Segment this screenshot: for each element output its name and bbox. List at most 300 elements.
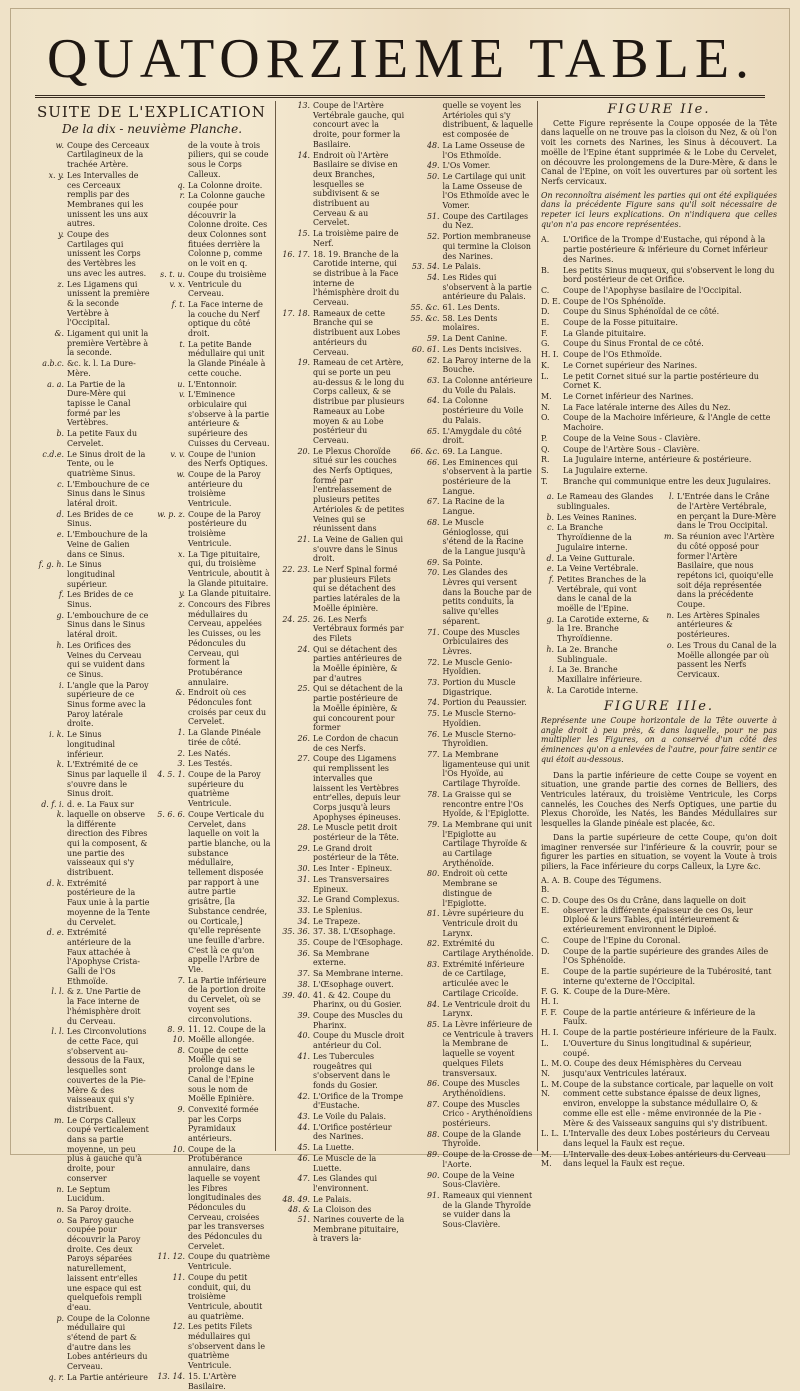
entry-key: E. xyxy=(541,966,550,976)
entry-text: L'Os Vomer. xyxy=(442,161,491,171)
entry-text: La Jugulaire externe. xyxy=(563,465,648,475)
figure-2-sub-entries xyxy=(541,492,777,696)
entry-key: w. xyxy=(176,469,185,479)
entry-key: 83. xyxy=(426,959,440,969)
legend-entry xyxy=(154,688,271,727)
legend-entry xyxy=(33,1373,150,1383)
entry-text: Sa Membrane interne. xyxy=(313,969,404,979)
entry-key: l. xyxy=(668,492,674,502)
legend-entry xyxy=(541,466,777,476)
entry-key: y. xyxy=(58,230,64,240)
entry-key: 12. xyxy=(172,1322,185,1332)
entry-key: q. xyxy=(177,180,185,190)
entry-text: La Glande Pinéale tirée de côté. xyxy=(188,728,261,747)
entry-text: La Colonne antérieure du Voile du Palais. xyxy=(442,375,533,395)
legend-entry xyxy=(279,991,405,1010)
entry-key: 19. xyxy=(297,358,310,368)
entry-key: F. F. xyxy=(541,1007,558,1017)
entry-text: Coupe de l'Os Sphénoïde. xyxy=(563,296,666,306)
entry-text: Coupe des Muscles Arythénoïdiens. xyxy=(442,1079,520,1098)
legend-entry xyxy=(541,645,657,664)
entry-key: 40. xyxy=(297,1031,310,1041)
entry-key: 88. xyxy=(426,1129,440,1139)
legend-entry xyxy=(541,361,777,371)
entry-key: 81. xyxy=(426,909,440,919)
entry-text: Coupe de l'union des Nerfs Optiques. xyxy=(188,449,268,469)
entry-text: La 2e. Branche Sublinguale. xyxy=(557,644,618,664)
legend-entry xyxy=(409,262,535,272)
legend-entry xyxy=(541,686,657,696)
entry-key: 60. 61. xyxy=(411,344,440,354)
entry-text: Sa Pointe. xyxy=(442,557,483,567)
entry-key: 32. xyxy=(297,895,310,905)
legend-entry xyxy=(409,939,535,958)
entry-key: 15. xyxy=(297,229,310,239)
entry-text: La Veine Vertébrale. xyxy=(557,564,639,574)
legend-entry xyxy=(279,535,405,564)
entry-text: La Racine de la Langue. xyxy=(442,497,505,517)
entry-key: D. xyxy=(541,946,550,956)
legend-entry xyxy=(154,550,271,589)
legend-entry xyxy=(279,864,405,874)
legend-entry xyxy=(279,980,405,990)
entry-text: Le Muscle Sterno-Hyoïdien. xyxy=(442,709,516,728)
entry-key: &. xyxy=(175,688,185,698)
entry-key: c. xyxy=(547,523,554,533)
legend-entry xyxy=(409,1191,535,1230)
entry-key: 77. xyxy=(426,750,440,759)
entry-text: Les petits Sinus muqueux, qui s'observent le long du bord postérieur de cet Orifice. xyxy=(563,265,775,285)
entry-key: w. xyxy=(55,140,64,150)
entry-key: k. xyxy=(56,760,64,770)
entry-key: A. A. B. xyxy=(541,875,560,895)
entry-key: 53. 54. xyxy=(411,262,440,272)
legend-entry xyxy=(33,641,150,680)
entry-text: Coupe de la substance corticale, par laquelle on voit comment cette substance épaisse de deux lignes, environ, enveloppe la substance médullaire O, & comme elle est elle - même environnée de la Pie - Mère & des Vaisseaux sanguins qui s'y distribuent. xyxy=(563,1079,774,1128)
entry-text: Le Nerf Spinal formé par plusieurs Filets qui se détachent des parties latérales de la Moëlle épinière. xyxy=(313,565,401,613)
entry-text: Coupe de la Veine Sous-Clavière. xyxy=(442,1170,515,1190)
entry-key: L. M. N. xyxy=(541,1059,562,1078)
entry-text: Coupe des Muscles du Pharinx. xyxy=(313,1010,403,1030)
entry-text: 58. Les Dents molaires. xyxy=(442,313,498,333)
legend-entry xyxy=(33,171,150,229)
entry-key: h. xyxy=(56,640,64,650)
entry-text: Le Rameau des Glandes sublinguales. xyxy=(557,492,654,512)
entry-text: La Face latérale interne des Ailes du Nez. xyxy=(563,402,731,412)
legend-entry xyxy=(409,314,535,333)
entry-text: 61. Les Dents. xyxy=(442,303,500,313)
legend-entry xyxy=(279,969,405,979)
legend-entry xyxy=(279,927,405,937)
legend-entry xyxy=(541,947,777,966)
entry-key: 21. xyxy=(297,534,310,544)
legend-entry xyxy=(154,976,271,1025)
legend-entry xyxy=(541,372,777,391)
entry-key: 72. xyxy=(426,657,440,667)
entry-key: H. I. xyxy=(541,350,559,360)
plate-page xyxy=(10,8,790,1391)
entry-text: La Tige pituitaire, qui, du troisième Ventricule, aboutit à la Glande pituitaire. xyxy=(188,549,270,588)
legend-entry xyxy=(541,403,777,413)
entry-key: 48. & 51. xyxy=(287,1205,310,1225)
legend-entry xyxy=(154,1046,271,1104)
legend-entry xyxy=(279,565,405,614)
entry-key: G. xyxy=(541,339,550,349)
entry-text: Les Natés. xyxy=(188,748,231,758)
entry-text: La petite Faux du Cervelet. xyxy=(67,429,138,448)
entry-key: 70. xyxy=(426,568,440,578)
entry-text: Coupe des Muscles Orbiculaires des Lèvres. xyxy=(442,627,520,656)
entry-text: La Jugulaire interne, antérieure & postérieure. xyxy=(563,455,752,465)
entry-key: 8. 9. 10. xyxy=(167,1025,185,1044)
legend-entry xyxy=(409,869,535,908)
entry-text: Coupe de la Paroy supérieure du quatrième Ventricule. xyxy=(188,770,261,809)
entry-key: 69. xyxy=(426,557,440,567)
entry-text: Le Cartilage qui unit la Lame Osseuse de l'Os Ethmoïde avec le Vomer. xyxy=(442,171,530,211)
legend-entry xyxy=(541,286,777,296)
entry-text: Coupe de la Paroy postérieure du troisième Ventricule. xyxy=(188,509,261,548)
legend-entry xyxy=(33,1205,150,1215)
entry-text: Les Glandes qui l'environnent. xyxy=(313,1174,378,1193)
entry-text: La Carotide interne. xyxy=(557,685,639,695)
entry-key: 35. 36. xyxy=(282,927,310,937)
entry-key: 14. xyxy=(297,150,310,160)
legend-entry xyxy=(33,1027,150,1114)
legend-entry xyxy=(279,250,405,308)
entry-text: La Glande pituitaire. xyxy=(188,589,271,599)
entry-text: Le Sinus longitudinal inférieur. xyxy=(67,730,116,759)
entry-text: Les Ligamens qui unissent la première & la seconde Vertèbre à l'Occipital. xyxy=(67,279,150,328)
entry-text: Coupe de la Machoire inférieure, & l'Angle de cette Machoire. xyxy=(563,413,771,433)
legend-entry xyxy=(409,232,535,261)
legend-entry xyxy=(33,380,150,429)
legend-entry xyxy=(409,750,535,789)
legend-entry xyxy=(541,615,657,644)
entry-key: L. xyxy=(541,371,549,381)
legend-entry xyxy=(154,380,271,390)
legend-entry xyxy=(409,212,535,231)
legend-entry xyxy=(409,101,535,140)
entry-key: O. xyxy=(541,413,550,423)
entry-key: l. l. xyxy=(51,987,64,997)
entry-key: 74. xyxy=(426,698,440,708)
legend-entry xyxy=(541,350,777,360)
entry-key: 47. xyxy=(297,1174,310,1184)
entry-text: L'Intervalle des deux Lobes antérieurs du Cerveau dans lequel la Faulx est reçue. xyxy=(563,1149,766,1169)
legend-entry xyxy=(154,300,271,339)
entry-text: Les Brides de ce Sinus. xyxy=(67,509,134,529)
legend-entry xyxy=(154,1105,271,1144)
entry-key: F. G. H. I. xyxy=(541,987,559,1007)
entry-key: 59. xyxy=(426,334,440,344)
entry-text: Coupe de la Crosse de l'Aorte. xyxy=(442,1150,533,1169)
legend-entry xyxy=(409,427,535,446)
entry-text: La Paroy interne de la Bouche. xyxy=(442,355,532,375)
entry-text: Les Glandes des Lèvres qui versent dans la Bouche par de petits conduits, la salive qu'elles séparent. xyxy=(442,568,532,626)
legend-entry xyxy=(154,1252,271,1271)
entry-key: a. a. xyxy=(47,379,64,389)
entry-text: Portion du Muscle Digastrique. xyxy=(442,678,516,697)
entry-text: L'Entonnoir. xyxy=(188,379,238,389)
entry-key: 45. xyxy=(297,1143,310,1153)
entry-key: r. xyxy=(179,191,185,201)
entry-text: Sa réunion avec l'Artère du côté opposé pour former l'Artère Basilaire, que nous repétons ici, quoiqu'elle soit déja représentée dans la précédente Coupe. xyxy=(677,532,775,610)
legend-entry xyxy=(409,303,535,313)
legend-entry xyxy=(661,641,777,680)
entry-key: 82. xyxy=(426,939,440,949)
entry-key: 9. xyxy=(177,1104,185,1114)
entry-key: 73. xyxy=(426,678,440,688)
entry-text: Coupe des Cartilages du Nez. xyxy=(442,211,529,231)
entry-key: 52. xyxy=(426,232,440,242)
entry-key: 13. xyxy=(297,101,310,110)
legend-entry xyxy=(409,273,535,302)
suite-title: SUITE DE L'EXPLICATION xyxy=(37,103,266,121)
entry-text: Rameau de cet Artère, qui se porte un peu au-dessus & le long du Corps calleux, & se distribue par plusieurs Rameaux au Lobe moyen & au Lobe postérieur du Cerveau. xyxy=(313,358,405,445)
entry-text: Petites Branches de la Vertébrale, qui vont dans le canal de la moëlle de l'Epine. xyxy=(557,574,647,614)
entry-text: Coupe du troisième Ventricule du Cerveau. xyxy=(188,269,267,299)
legend-entry xyxy=(541,554,657,564)
entry-key: S. xyxy=(541,465,549,475)
entry-text: La Veine Gutturale. xyxy=(557,553,635,563)
entry-text: La Cloison des Narines couverte de la Membrane pituitaire, à travers la- xyxy=(313,1205,405,1244)
entry-key: 42. xyxy=(297,1091,310,1101)
entry-text: Coupe de la Colonne médullaire qui s'étend de part & d'autre dans les Lobes antérieurs du Cerveau. xyxy=(67,1313,150,1372)
legend-entry xyxy=(154,759,271,769)
legend-entry xyxy=(279,229,405,248)
entry-key: 66. xyxy=(426,457,440,467)
legend-entry xyxy=(154,510,271,549)
legend-entry xyxy=(541,575,657,614)
entry-text: La Dent Canine. xyxy=(442,334,508,344)
entry-key: e. xyxy=(546,564,554,574)
entry-key: 50. xyxy=(426,171,440,181)
legend-entry xyxy=(409,730,535,749)
entry-key: 20. xyxy=(297,446,310,456)
entry-key: d. f. i. k. xyxy=(41,800,64,819)
column-numbered xyxy=(279,101,534,1244)
entry-key: T. xyxy=(541,476,548,486)
entry-key: 1. xyxy=(177,728,185,738)
entry-key: n. xyxy=(56,1204,64,1214)
entry-key: 29. xyxy=(297,843,310,853)
legend-entry xyxy=(541,329,777,339)
legend-entry xyxy=(279,1031,405,1050)
entry-text: Coupe des Muscles Crico - Arythénoïdiens postérieurs. xyxy=(442,1099,533,1129)
entry-text: La Colonne droite. xyxy=(188,180,263,190)
entry-key: d. xyxy=(56,509,64,519)
entry-text: Les Trous du Canal de la Moëlle allongée par où passent les Nerfs Cervicaux. xyxy=(677,640,777,679)
legend-entry xyxy=(541,492,657,511)
entry-key: a.b.c. xyxy=(42,359,64,369)
legend-entry xyxy=(33,1185,150,1204)
legend-entry xyxy=(409,172,535,211)
entry-key: C. D. E. xyxy=(541,896,561,915)
entry-text: L'Embouchure de ce Sinus dans le Sinus latéral droit. xyxy=(67,479,150,509)
entry-key: 31. xyxy=(297,874,310,884)
legend-entry xyxy=(409,1000,535,1019)
legend-entry xyxy=(409,1171,535,1190)
legend-entry xyxy=(409,698,535,708)
legend-entry xyxy=(409,558,535,568)
entry-text: Coupe de l'Epine du Coronal. xyxy=(563,935,681,945)
entry-text: Le Cornet inférieur des Narines. xyxy=(563,391,694,401)
legend-entry xyxy=(33,280,150,329)
entry-text: Le Grand Complexus. xyxy=(313,895,400,905)
entry-text: Rameaux de cette Branche qui se distribuent aux Lobes antérieurs du Cerveau. xyxy=(313,308,401,357)
entry-text: La Glande pituitaire. xyxy=(563,328,646,338)
legend-entry xyxy=(33,760,150,799)
entry-text: La Colonne gauche coupée pour découvrir la Colonne droite. Ces deux Colonnes sont fituées derrière la Colonne p, comme on le voit en q. xyxy=(188,191,268,269)
legend-entry xyxy=(279,645,405,684)
entry-text: Le Septum Lucidum. xyxy=(67,1184,111,1204)
legend-entry xyxy=(33,730,150,759)
entry-text: Coupe de la Fosse pituitaire. xyxy=(563,318,678,328)
legend-entry xyxy=(409,1130,535,1149)
entry-key: x. xyxy=(178,549,185,559)
entry-text: Coupe de la Glande Thyroïde. xyxy=(442,1129,521,1149)
entry-key: 37. xyxy=(297,969,310,979)
entry-text: Les Dents incisives. xyxy=(442,344,522,354)
entry-key: D. E. xyxy=(541,296,561,306)
legend-entry xyxy=(154,770,271,809)
legend-entry xyxy=(154,340,271,379)
entry-key: 34. xyxy=(297,916,310,926)
column-divider xyxy=(537,101,538,1151)
entry-text: Coupe de la partie supérieure de la Tubérosité, tant interne qu'externe de l'Occipital. xyxy=(563,966,772,986)
legend-entry xyxy=(409,658,535,677)
entry-text: B. Coupe des Tégumens. xyxy=(563,875,662,885)
entry-text: Extrémité du Cartilage Arythénoïde. xyxy=(442,939,534,959)
entry-text: Sa Membrane externe. xyxy=(313,948,370,968)
entry-text: Sa Paroy droite. xyxy=(67,1204,132,1214)
page-title: QUATORZIEME TABLE. xyxy=(46,28,756,90)
entry-key: H. I. xyxy=(541,1028,559,1038)
legend-entry xyxy=(279,1174,405,1193)
entry-key: 26. xyxy=(297,734,310,743)
entry-text: & z. Une Partie de la Face interne de l'hémisphère droit du Cerveau. xyxy=(67,987,141,1026)
legend-entry xyxy=(279,101,405,150)
entry-key: 7. xyxy=(177,975,185,985)
entry-key: &. xyxy=(54,329,64,339)
entry-key: R. xyxy=(541,455,550,465)
entry-key: d. k. xyxy=(46,878,64,888)
entry-key: 28. xyxy=(297,823,310,833)
figure-3-intro: Représente une Coupe horizontale de la Tête ouverte à angle droit à peu près, & dans laquelle, pour ne pas multiplier les Figures, on a conservé d'un côté des éminences qu'on a enlevées de l'autre, pour faire sentir ce qui étoit au-dessous. xyxy=(541,716,777,764)
entry-text: Le Ventricule droit du Larynx. xyxy=(442,999,531,1019)
entry-key: i. xyxy=(58,680,64,690)
entry-key: i. k. xyxy=(49,730,64,740)
entry-text: Coupe du petit conduit, qui, du troisième Ventricule, aboutit au quatrième. xyxy=(188,1272,263,1321)
entry-text: La 3e. Branche Maxillaire inférieure. xyxy=(557,665,643,684)
entry-key: m. xyxy=(664,532,674,542)
legend-entry xyxy=(409,518,535,557)
entry-list-right xyxy=(409,101,535,1230)
figure-2-intro: Cette Figure représente la Coupe opposée de la Tête dans laquelle on ne trouve pas la cloison du Nez, & où l'on voit les cornets des Narines, les Sinus à découvert. La moëlle de l'Epine étant supprimée & le Lobe du Cervelet, on découvre les prolongemens de la Dure-Mère, & dans le Canal de l'Epine, on voit les ouvertures par où sortent les Nerfs cervicaux. xyxy=(541,118,777,186)
legend-entry xyxy=(409,497,535,516)
figure-2-note: On reconnoîtra aisément les parties qui ont été expliquées dans la précédente Figure sans qu'il soit nécessaire de repeter ici leurs explications. On n'indiquera que celles qu'on n'a pas encore représentées. xyxy=(541,190,777,229)
entry-text: Extrémité antérieure de la Faux attachée à l'Apophyse Crista-Galli de l'Os Ethmoïde. xyxy=(67,928,140,986)
entry-key: v. xyxy=(178,390,185,400)
legend-entry xyxy=(409,628,535,657)
legend-entry xyxy=(154,270,271,299)
legend-entry xyxy=(541,967,777,986)
entry-text: Coupe de la partie supérieure des grandes Ailes de l'Os Sphénoïde. xyxy=(563,946,769,966)
entry-key: f. t. xyxy=(171,299,185,309)
entry-text: Rameaux qui viennent de la Glande Thyroïde se vuider dans la Sous-Clavière. xyxy=(442,1190,533,1230)
legend-entry xyxy=(661,611,777,640)
entry-key: m. xyxy=(54,1115,64,1125)
entry-key: 33. xyxy=(297,905,310,915)
legend-entry xyxy=(33,560,150,589)
entry-text: L'Extrémité de ce Sinus par laquelle il s'ouvre dans le Sinus droit. xyxy=(67,760,147,799)
entry-key: c. xyxy=(57,479,64,489)
legend-entry xyxy=(409,345,535,355)
legend-entry xyxy=(279,309,405,358)
legend-entry xyxy=(541,1150,777,1169)
legend-entry xyxy=(541,445,777,455)
legend-entry xyxy=(154,1372,271,1391)
entry-text: 41. & 42. Coupe du Pharinx, ou du Gosier. xyxy=(313,990,402,1010)
entry-key xyxy=(409,101,443,140)
legend-entry xyxy=(279,895,405,905)
entry-text: Les Testés. xyxy=(188,759,233,769)
entry-text: Coupe de la Veine Sous - Clavière. xyxy=(563,433,701,443)
entry-key: 71. xyxy=(426,627,440,637)
entry-key: M. xyxy=(541,391,552,401)
entry-text: Coupe de cette Moëlle qui se prolonge dans le Canal de l'Epine sous le nom de Moëlle Epinière. xyxy=(188,1045,255,1104)
entry-key: n. xyxy=(56,1184,64,1194)
entry-key: k. xyxy=(546,685,554,695)
entry-text: Extrémité postérieure de la Faux unie à la partie moyenne de la Tente du Cervelet. xyxy=(67,878,150,927)
entry-text: Coupe de la Paroy antérieure du troisième Ventricule. xyxy=(188,469,261,509)
column-divider xyxy=(275,101,276,1151)
legend-entry xyxy=(541,1059,777,1078)
entry-list-left xyxy=(279,101,405,1244)
entry-key: 39. 40. xyxy=(282,990,310,1000)
entry-text: Les Brides de ce Sinus. xyxy=(67,590,134,610)
legend-entry xyxy=(279,615,405,644)
entry-text: Coupe du Sinus Sphénoïdal de ce côté. xyxy=(563,307,720,317)
legend-entry xyxy=(279,734,405,753)
legend-entry xyxy=(541,896,777,935)
entry-text: Endroit où cette Membrane se distingue de l'Epiglotte. xyxy=(442,869,508,908)
entry-key: e. xyxy=(56,530,64,540)
entry-key: 79. xyxy=(426,819,440,829)
legend-entry xyxy=(154,390,271,448)
entry-text: L'angle que la Paroy supérieure de ce Sinus forme avec la Paroy latérale droite. xyxy=(67,680,149,729)
legend-entry xyxy=(279,1154,405,1173)
suite-subtitle: De la dix - neuvième Planche. xyxy=(61,122,243,136)
entry-text: L'Intervalle des deux Lobes postérieurs du Cerveau dans lequel la Faulx est reçue. xyxy=(563,1129,771,1148)
entry-key: 76. xyxy=(426,729,440,739)
legend-entry xyxy=(541,392,777,402)
entry-text: 69. La Langue. xyxy=(442,446,503,456)
entry-key: v. v. xyxy=(170,449,185,459)
legend-entry xyxy=(33,329,150,358)
legend-entry xyxy=(279,1011,405,1030)
entry-key: g. xyxy=(56,610,64,620)
entry-text: Qui se détachent de la partie postérieure de la Moëlle épinière, & qui concourent pour former xyxy=(313,684,403,733)
entry-key: 44. xyxy=(297,1122,310,1132)
entry-key: f. xyxy=(58,590,64,600)
legend-entry xyxy=(279,1052,405,1091)
entry-key xyxy=(154,141,188,180)
entry-text: L'Ouverture du Sinus longitudinal & supérieur, coupé. xyxy=(563,1038,752,1058)
entry-key: D. xyxy=(541,307,550,317)
entry-key: 38. xyxy=(297,979,310,989)
entry-text: O. Coupe des deux Hémisphères du Cerveau jusqu'aux Ventricules latéraux. xyxy=(563,1059,742,1078)
